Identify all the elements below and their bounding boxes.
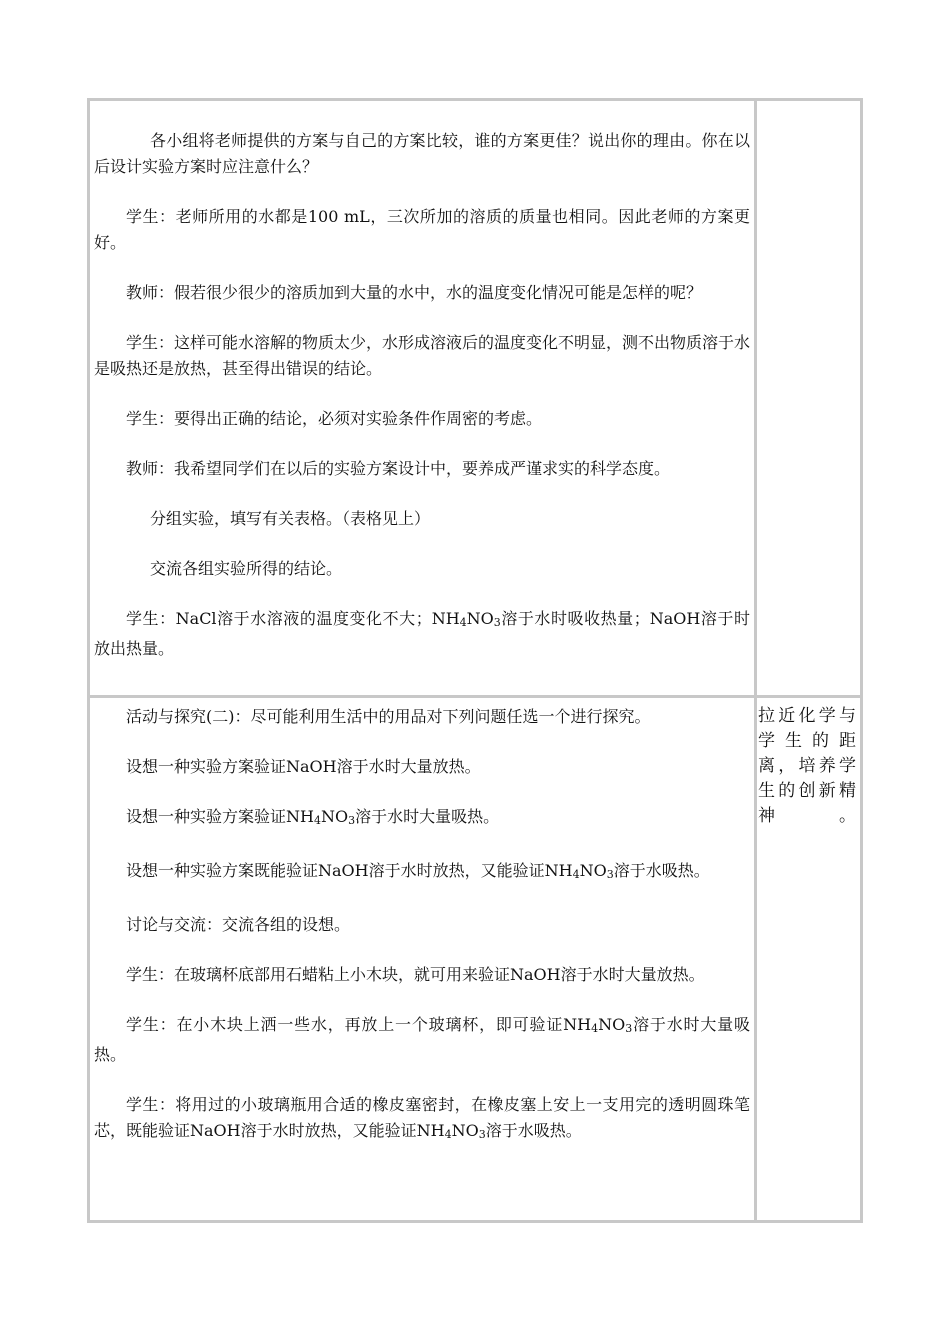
paragraph-exchange-conclusions: 交流各组实验所得的结论。 [150,559,343,578]
paragraph-activity-explore-2: 活动与探究(二)：尽可能利用生活中的用品对下列问题任选一个进行探究。 [126,707,651,726]
paragraph-student-conclusion: 学生：NaCl溶于水溶液的温度变化不大；NH4NO3溶于水时吸收热量；NaOH溶于时放出热量。 [94,609,750,658]
paragraph-design-both: 设想一种实验方案既能验证NaOH溶于水时放热，又能验证NH4NO3溶于水吸热。 [126,861,710,881]
paragraph-discussion: 讨论与交流：交流各组的设想。 [126,915,351,934]
paragraph-student-answer-2: 学生：这样可能水溶解的物质太少，水形成溶液后的温度变化不明显，测不出物质溶于水是吸热还是放热，甚至得出错误的结论。 [94,333,751,378]
paragraph-student-idea-1: 学生：在玻璃杯底部用石蜡粘上小木块，就可用来验证NaOH溶于水时大量放热。 [126,965,705,984]
paragraph-teacher-hope: 教师：我希望同学们在以后的实验方案设计中，要养成严谨求实的科学态度。 [126,459,671,478]
column-divider [754,698,757,1220]
column-divider [754,101,757,695]
lesson-table [87,98,863,1223]
row1-content-cell [94,128,750,662]
paragraph-group-experiment: 分组实验，填写有关表格。（表格见上） [150,509,431,528]
paragraph-student-idea-3: 学生：将用过的小玻璃瓶用合适的橡皮塞密封，在橡皮塞上安上一支用完的透明圆珠笔芯，既能验证NaOH溶于水时放热，又能验证NH4NO3溶于水吸热。 [94,1095,750,1141]
row2-side-note: 拉近化学与学生的距离，培养学生的创新精神。 [758,706,858,826]
paragraph-teacher-question: 教师：假若很少很少的溶质加到大量的水中，水的温度变化情况可能是怎样的呢？ [126,283,703,302]
paragraph-student-answer-3: 学生：要得出正确的结论，必须对实验条件作周密的考虑。 [126,409,543,428]
table-row-1 [90,101,860,698]
table-row-2 [90,698,860,1220]
paragraph-design-nh4no3: 设想一种实验方案验证NH4NO3溶于水时大量吸热。 [126,807,500,827]
paragraph-student-answer-1: 学生：老师所用的水都是100 mL，三次所加的溶质的质量也相同。因此老师的方案更好。 [94,207,750,252]
row2-content-cell [94,704,750,1148]
paragraph-student-idea-2: 学生：在小木块上洒一些水，再放上一个玻璃杯，即可验证NH4NO3溶于水时大量吸热。 [94,1015,750,1064]
paragraph-compare-plans: 各小组将老师提供的方案与自己的方案比较，谁的方案更佳？说出你的理由。你在以后设计实验方案时应注意什么？ [94,131,750,176]
paragraph-design-naoh: 设想一种实验方案验证NaOH溶于水时大量放热。 [126,757,481,776]
